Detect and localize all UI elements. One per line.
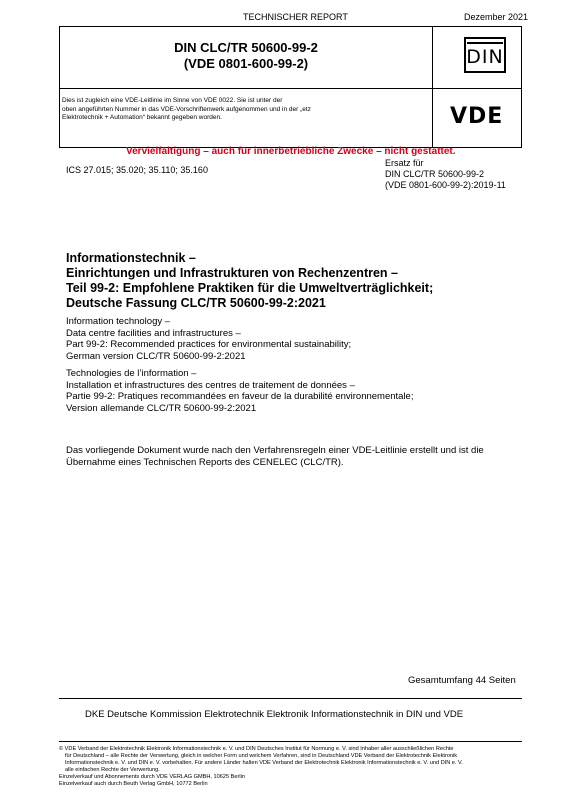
title-english-line: Data centre facilities and infrastructures – — [66, 327, 241, 339]
vde-notice — [62, 97, 367, 123]
sales-line: Einzelverkauf auch durch Beuth Verlag GmbH, 10772 Berlin — [59, 781, 208, 787]
copyright-line: für Deutschland – alle Rechte der Verwertung, gleich in welcher Form und welchem Verfahren, sind in Deutschland VDE Verband der Elektrotechnik Elektronik — [65, 753, 458, 759]
title-english-line: Information technology – — [66, 316, 171, 327]
document-number: DIN CLC/TR 50600-99-2 — [174, 40, 318, 55]
statement-line: Übernahme eines Technischen Reports des CENELEC (CLC/TR). — [66, 456, 344, 468]
vde-notice-line: oben angeführten Nummer in das VDE-Vorschriftenwerk aufgenommen und in der „etz — [62, 105, 311, 113]
vde-logo: VDE — [450, 104, 504, 129]
din-logo-text: DIN — [466, 46, 504, 68]
replaces-vde-number: (VDE 0801-600-99-2):2019-11 — [385, 180, 506, 190]
ics-codes: ICS 27.015; 35.020; 35.110; 35.160 — [66, 165, 208, 175]
report-date: Dezember 2021 — [464, 12, 529, 22]
din-logo-bar — [467, 42, 503, 44]
title-german-line: Informationstechnik – — [66, 251, 196, 265]
copyright-footer — [59, 746, 522, 788]
committee-bottom-rule — [59, 741, 522, 742]
vde-notice-line: Elektrotechnik + Automation“ bekannt gegeben worden. — [62, 114, 222, 121]
statement-line: Das vorliegende Dokument wurde nach den Verfahrensregeln einer VDE-Leitlinie erstellt und ist die — [66, 445, 484, 456]
title-french-line: Version allemande CLC/TR 50600-99-2:2021 — [66, 402, 257, 414]
sales-line: Einzelverkauf und Abonnements durch VDE VERLAG GMBH, 10625 Berlin — [59, 774, 245, 780]
copyright-line: Informationstechnik e. V. und DIN e. V. vorbehalten. Für andere Länder halten VDE Verband der Elektrotechnik Elektronik Informationstechnik e. V. und DIN e. V. — [65, 760, 463, 766]
title-french-line: Technologies de l’information – — [66, 368, 197, 379]
title-box — [59, 26, 522, 148]
copyright-line: © VDE Verband der Elektrotechnik Elektronik Informationstechnik e. V. und DIN Deutsches Institut für Normung e. V. sind Inhaber aller ausschließlichen Rechte — [59, 746, 454, 752]
title-french-line: Partie 99-2: Pratiques recommandées en faveur de la durabilité environnementale; — [66, 391, 414, 402]
title-german — [66, 251, 433, 311]
replaces-label: Ersatz für — [385, 158, 424, 168]
title-german-line: Teil 99-2: Empfohlene Praktiken für die Umweltverträglichkeit; — [66, 281, 434, 295]
din-logo — [464, 37, 506, 73]
vde-notice-line: Dies ist zugleich eine VDE-Leitlinie im Sinne von VDE 0022. Sie ist unter der — [62, 97, 283, 104]
statement — [66, 445, 518, 468]
title-english-line: German version CLC/TR 50600-99-2:2021 — [66, 350, 246, 362]
title-german-line: Deutsche Fassung CLC/TR 50600-99-2:2021 — [66, 296, 326, 310]
committee-top-rule — [59, 698, 522, 699]
frame-divider-vertical — [432, 27, 433, 147]
frame-divider-horizontal — [60, 88, 521, 89]
committee-name: DKE Deutsche Kommission Elektrotechnik Elektronik Informationstechnik in DIN und VDE — [85, 709, 464, 720]
title-english — [66, 316, 351, 362]
copy-warning: Vervielfältigung – auch für innerbetriebliche Zwecke – nicht gestattet. — [126, 146, 456, 157]
title-french-line: Installation et infrastructures des centres de traitement de données – — [66, 379, 355, 391]
title-german-line: Einrichtungen und Infrastrukturen von Rechenzentren – — [66, 266, 398, 280]
title-french — [66, 368, 413, 414]
replaces-number: DIN CLC/TR 50600-99-2 — [385, 169, 485, 179]
title-english-line: Part 99-2: Recommended practices for environmental sustainability; — [66, 339, 352, 350]
report-type: TECHNISCHER REPORT — [243, 12, 348, 22]
total-pages: Gesamtumfang 44 Seiten — [408, 675, 516, 686]
replaces-block — [385, 158, 506, 191]
copyright-line: alle einfachen Rechte der Verwertung. — [65, 767, 160, 773]
vde-number: (VDE 0801-600-99-2) — [183, 56, 309, 71]
